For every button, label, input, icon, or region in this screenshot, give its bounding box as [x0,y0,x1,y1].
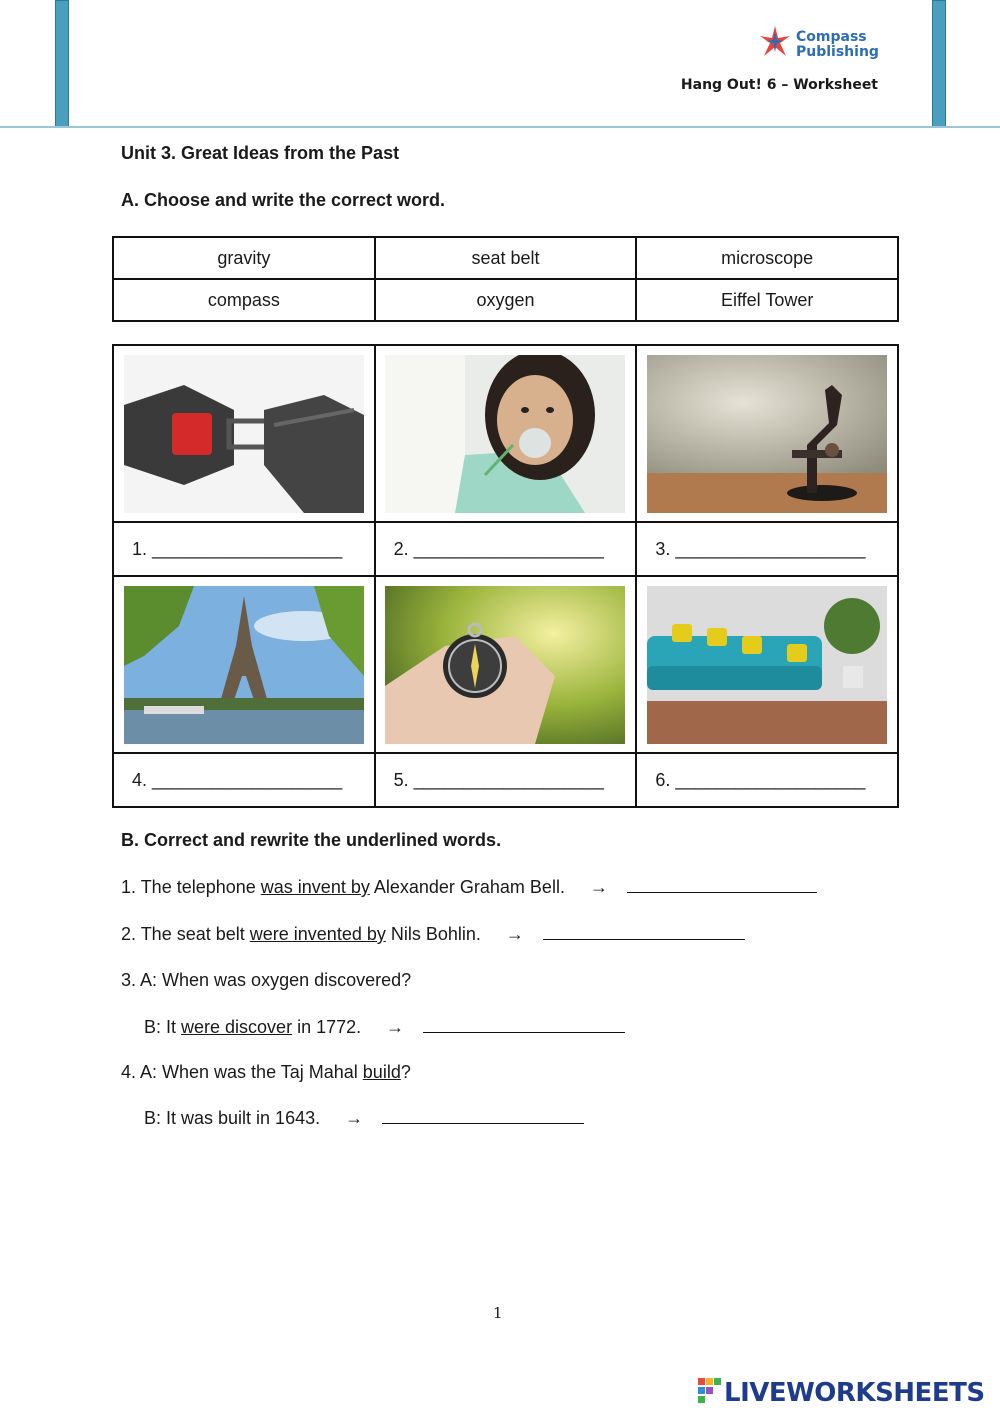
answer-blank[interactable]: 5. ___________________ [375,753,637,807]
rewrite-blank[interactable] [543,924,745,940]
answer-blank[interactable]: 4. ___________________ [113,753,375,807]
underlined-words: build [362,1062,401,1082]
answer-blank[interactable]: 1. ___________________ [113,522,375,576]
answer-blank[interactable]: 2. ___________________ [375,522,637,576]
picture-row [113,576,898,753]
word-bank-cell: oxygen [375,279,637,321]
arrow-icon: → [505,924,524,944]
picture-cell [113,576,375,753]
section-b-item-1 [121,877,817,898]
section-b-item-4b [144,1108,584,1129]
word-bank-row [113,237,898,279]
rewrite-blank[interactable] [423,1017,625,1033]
item-text: in 1772. [292,1017,362,1037]
underlined-words: were invented by [249,924,386,944]
picture-table [112,344,899,808]
microscope-image [647,355,887,513]
header-bar-right [932,0,946,128]
word-bank-cell: compass [113,279,375,321]
answer-blank[interactable]: 6. ___________________ [636,753,898,807]
item-text: 3. A: When was oxygen discovered? [121,970,412,990]
item-text: Alexander Graham Bell. [369,877,565,897]
seat-belt-image [124,355,364,513]
item-text: 4. A: When was the Taj Mahal [121,1062,363,1082]
item-text: 2. The seat belt [121,924,250,944]
section-b-item-4a [121,1062,411,1083]
underlined-words: was invent by [260,877,370,897]
section-b-item-3a [121,970,411,991]
header-bar-left [55,0,69,128]
word-bank-cell: microscope [636,237,898,279]
picture-row [113,345,898,522]
floating-sofa-image [647,586,887,744]
arrow-icon: → [589,877,608,897]
logo-line-1: Compass [796,29,867,45]
picture-cell [636,576,898,753]
compass-publishing-logo [758,24,878,68]
word-bank-cell: gravity [113,237,375,279]
liveworksheets-blocks-icon [698,1378,722,1404]
section-a-heading: A. Choose and write the correct word. [121,190,446,210]
liveworksheets-logo [698,1378,985,1408]
word-bank-row [113,279,898,321]
eiffel-tower-image [124,586,364,744]
compass-star-icon [758,24,792,60]
picture-cell [375,345,637,522]
answer-row [113,753,898,807]
header-divider [0,126,1000,128]
item-text: 1. The telephone [121,877,261,897]
oxygen-mask-image [385,355,625,513]
underlined-words: were discover [181,1017,293,1037]
rewrite-blank[interactable] [382,1108,584,1124]
word-bank-cell: Eiffel Tower [636,279,898,321]
answer-blank[interactable]: 3. ___________________ [636,522,898,576]
section-b-item-2 [121,924,745,945]
picture-cell [375,576,637,753]
unit-title: Unit 3. Great Ideas from the Past [121,143,400,163]
section-b-item-3b [144,1017,625,1038]
picture-cell [636,345,898,522]
word-bank-table [112,236,899,322]
answer-row [113,522,898,576]
item-text: Nils Bohlin. [385,924,481,944]
section-b-heading: B. Correct and rewrite the underlined words. [121,830,502,850]
compass-image [385,586,625,744]
page-number: 1 [493,1304,503,1322]
arrow-icon: → [345,1108,364,1128]
logo-line-2: Publishing [796,44,879,60]
liveworksheets-wordmark: LIVEWORKSHEETS [724,1378,985,1408]
picture-cell [113,345,375,522]
item-text: ? [400,1062,411,1082]
logo-text [796,30,879,60]
arrow-icon: → [386,1017,405,1037]
rewrite-blank[interactable] [627,877,817,893]
item-text: B: It was built in 1643. [144,1108,321,1128]
worksheet-title: Hang Out! 6 – Worksheet [680,77,878,93]
item-text: B: It [144,1017,182,1037]
word-bank-cell: seat belt [375,237,637,279]
